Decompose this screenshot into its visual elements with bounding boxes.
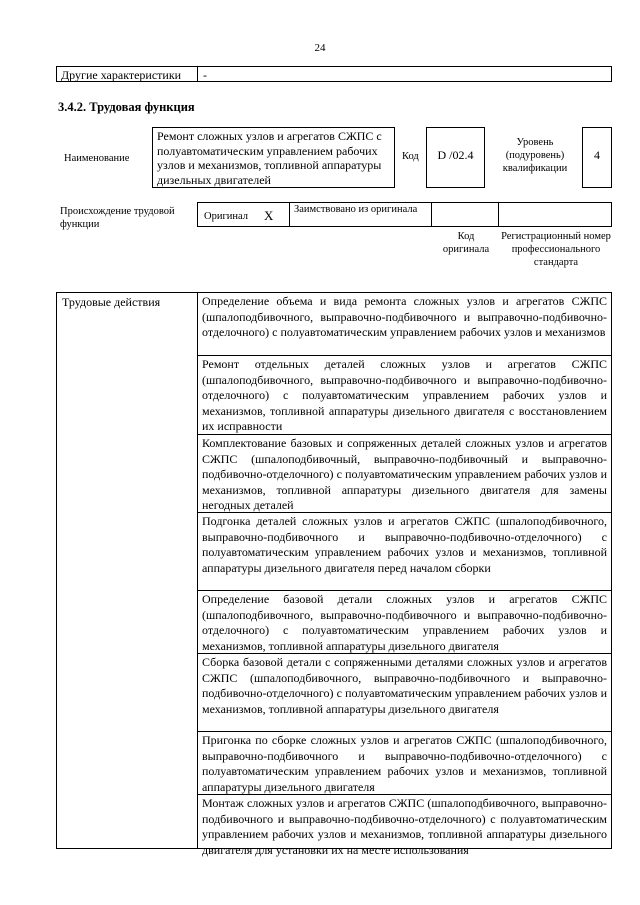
- borrowed-label: Заимствовано из оригинала: [294, 204, 418, 215]
- code-original-cell: [431, 203, 498, 226]
- origin-row: [197, 202, 612, 227]
- labor-action-item: Определение объема и вида ремонта сложных узлов и агрегатов СЖПС (шпалоподбивочного, выправочно-подбивочного и выправочно-подбивочно-отделочного) с полуавтоматическим управлением рабочих узлов и механизмов: [198, 293, 611, 356]
- labor-actions-label: Трудовые действия: [62, 295, 161, 309]
- labor-action-item: Подгонка деталей сложных узлов и агрегатов СЖПС (шпалоподбивочного, выправочно-подбивочного и выправочно-подбивочно-отделочного) с полуавтоматическим управлением рабочих узлов и механизмов, топливной аппаратуры дизельного двигателя перед началом сборки: [198, 513, 611, 591]
- labor-action-item: Пригонка по сборке сложных узлов и агрегатов СЖПС (шпалоподбивочного, выправочно-подбивочного и выправочно-подбивочно-отделочного) с полуавтоматическим управлением рабочих узлов и механизмов, топливной аппаратуры дизельного двигателя: [198, 732, 611, 795]
- section-title: 3.4.2. Трудовая функция: [58, 100, 195, 114]
- original-label: Оригинал: [204, 211, 248, 222]
- labor-actions-table: [56, 292, 612, 857]
- qualification-level-box: 4: [582, 127, 612, 188]
- original-mark: X: [264, 208, 274, 223]
- labor-action-item: Сборка базовой детали с сопряженными деталями сложных узлов и агрегатов СЖПС (шпалоподбивочного, выправочно-подбивочного и выправочно-подбивочно-отделочного) с полуавтоматическим управлением рабочих узлов и механизмов, топливной аппаратуры дизельного двигателя: [198, 654, 611, 732]
- registration-number-label: Регистрационный номер профессионального стандарта: [501, 231, 611, 268]
- other-characteristics-row: [56, 66, 612, 82]
- function-name-box: Ремонт сложных узлов и агрегатов СЖПС с полуавтоматическим управлением рабочих узлов и механизмов, топливной аппаратуры дизельных двигателей: [152, 127, 395, 188]
- name-label: Наименование: [64, 153, 130, 164]
- code-label: Код: [402, 151, 419, 162]
- other-characteristics-label: Другие характеристики: [61, 68, 182, 82]
- labor-action-item: Монтаж сложных узлов и агрегатов СЖПС (шпалоподбивочного, выправочно-подбивочного и выправочно-подбивочно-отделочного) с полуавтоматическим управлением рабочих узлов и механизмов, топливной аппаратуры дизельного двигателя для установки их на месте использования: [202, 796, 607, 857]
- borrowed-cell: [289, 203, 431, 226]
- function-code-box: D /02.4: [426, 127, 485, 188]
- page-number: 24: [314, 42, 326, 54]
- reg-number-cell: [498, 203, 612, 226]
- labor-action-item: Ремонт отдельных деталей сложных узлов и агрегатов СЖПС (шпалоподбивочного, выправочно-подбивочного и выправочно-подбивочно-отделочного) с полуавтоматическим управлением рабочих узлов и механизмов, топливной аппаратуры дизельного двигателя с восстановлением их исправности: [198, 356, 611, 435]
- qualification-level-label: Уровень (подуровень) квалификации: [502, 137, 568, 174]
- labor-action-item: Комплектование базовых и сопряженных деталей сложных узлов и агрегатов СЖПС (шпалоподбивочный, выправочно-подбивочный и выправочно-подбивочно-отделочного) с полуавтоматическим управлением рабочих узлов и механизмов, топливной аппаратуры дизельного двигателя для замены негодных деталей: [198, 435, 611, 513]
- column-divider: [197, 67, 198, 81]
- code-original-label: Код оригинала: [442, 231, 490, 255]
- origin-label: Происхождение трудовой функции: [60, 206, 175, 230]
- labor-action-item: Определение базовой детали сложных узлов и агрегатов СЖПС (шпалоподбивочного, выправочно-подбивочного и выправочно-подбивочно-отделочного) с полуавтоматическим управлением рабочих узлов и механизмов, топливной аппаратуры дизельного двигателя: [198, 591, 611, 654]
- other-characteristics-value: -: [203, 68, 207, 82]
